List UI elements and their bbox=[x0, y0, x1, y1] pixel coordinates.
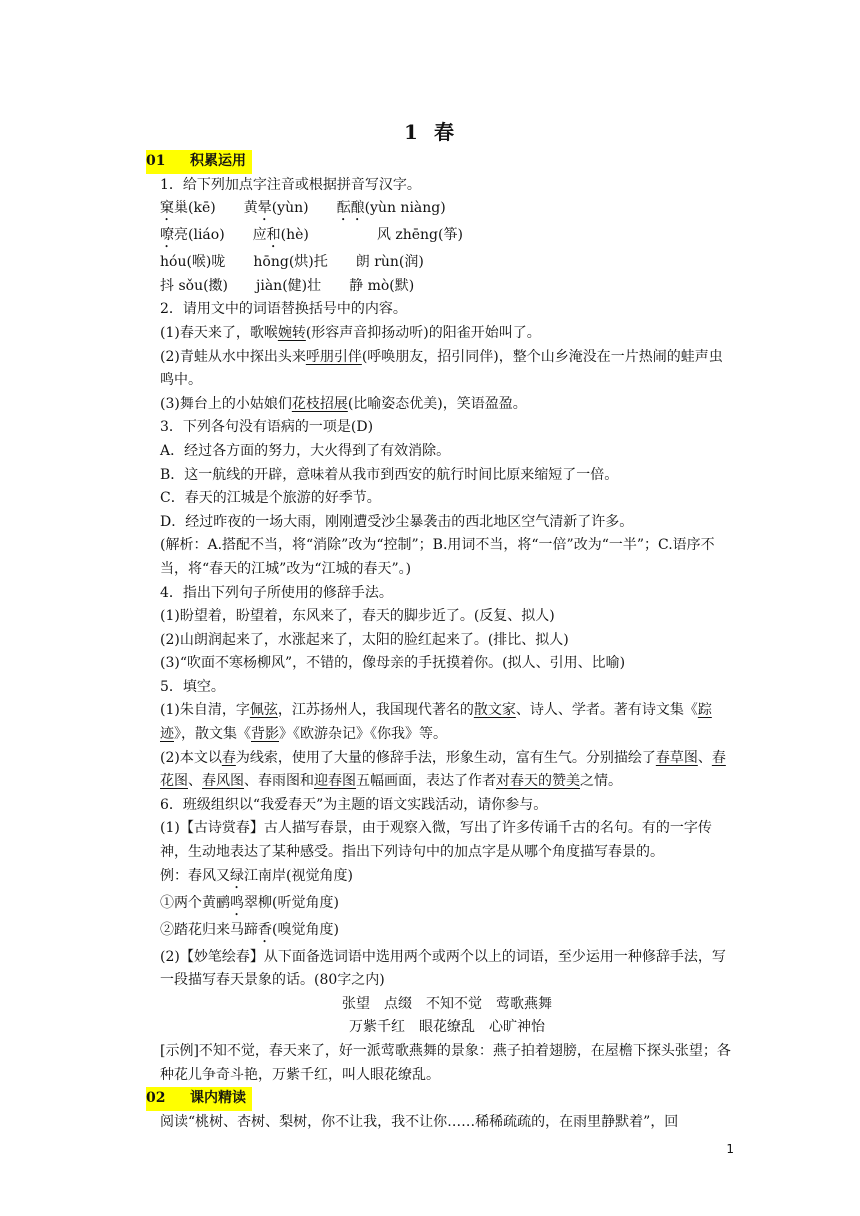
q4-stem: 4．指出下列句子所使用的修辞手法。 bbox=[160, 584, 393, 601]
reading-prompt: 阅读“桃树、杏树、梨树，你不让我，我不让你……稀稀疏疏的，在雨里静默着”，回 bbox=[160, 1113, 679, 1130]
answer-underline: 背影 bbox=[251, 726, 279, 743]
q1-item: 朗 rùn(润) bbox=[355, 254, 424, 271]
q5-a1: (1)朱自清，字佩弦，江苏扬州人，我国现代著名的散文家、诗人、学者。著有诗文集《踪迹》，散文集《背影》《欧游杂记》《你我》等。 bbox=[160, 702, 712, 743]
q3-option-c: C．春天的江城是个旅游的好季节。 bbox=[160, 490, 381, 507]
section-label: 积累运用 bbox=[190, 153, 246, 169]
answer-underline: 婉转 bbox=[277, 324, 306, 341]
q1-item: 嘹亮(liáo) bbox=[160, 227, 225, 244]
q1-item: 酝酿(yùn niàng) bbox=[336, 200, 446, 217]
q3-option-b: B．这一航线的开辟，意味着从我市到西安的航行时间比原来缩短了一倍。 bbox=[160, 466, 619, 483]
q6-words1: 张望 点缀 不知不觉 莺歌燕舞 bbox=[342, 995, 552, 1012]
q1-item: 静 mò(默) bbox=[349, 277, 415, 294]
q6-stem: 6．班级组织以“我爱春天”为主题的语文实践活动，请你参与。 bbox=[160, 796, 548, 813]
q3-option-d: D．经过昨夜的一场大雨，刚刚遭受沙尘暴袭击的西北地区空气清新了许多。 bbox=[160, 513, 634, 530]
q2-a1: (1)春天来了，歌喉婉转(形容声音抑扬动听)的阳雀开始叫了。 bbox=[160, 324, 541, 341]
q5-a2: (2)本文以春为线索，使用了大量的修辞手法，形象生动，富有生气。分别描绘了春草图、春花图、春风图、春雨图和迎春图五幅画面，表达了作者对春天的赞美之情。 bbox=[160, 749, 726, 790]
q6-words2: 万紫千红 眼花缭乱 心旷神怡 bbox=[349, 1019, 545, 1036]
q1-row3 bbox=[160, 251, 734, 275]
q2-a2: (2)青蛙从水中探出头来呼朋引伴(呼唤朋友，招引同伴)，整个山乡淹没在一片热闹的蛙声虫鸣中。 bbox=[160, 348, 723, 389]
q3-option-a: A．经过各方面的努力，大火得到了有效消除。 bbox=[160, 442, 451, 459]
q2-stem: 2．请用文中的词语替换括号中的内容。 bbox=[160, 301, 407, 318]
section-label: 课内精读 bbox=[190, 1090, 246, 1107]
q3-stem: 3．下列各句没有语病的一项是(D) bbox=[160, 419, 374, 436]
title-number: 1 bbox=[404, 120, 420, 144]
q1-row4 bbox=[160, 275, 734, 299]
answer-underline: 散文家 bbox=[473, 702, 516, 719]
q1-stem: 1．给下列加点字注音或根据拼音写汉字。 bbox=[160, 176, 421, 193]
q1-item: hōng(烘)托 bbox=[253, 254, 328, 271]
q6-example: 例：春风又绿江南岸(视觉角度) bbox=[160, 867, 353, 884]
q1-item: hóu(喉)咙 bbox=[160, 254, 226, 271]
q4-a2: (2)山朗润起来了，水涨起来了，太阳的脸红起来了。(排比、拟人) bbox=[160, 631, 569, 648]
document-body bbox=[146, 150, 734, 1134]
answer-underline: 春花图 bbox=[160, 749, 726, 790]
answer-underline: 春 bbox=[221, 749, 236, 766]
q6-p1: (1)【古诗赏春】古人描写春景，由于观察入微，写出了许多传诵千古的名句。有的一字传神，生动地表达了某种感受。指出下列诗句中的加点字是从哪个角度描写春景的。 bbox=[160, 820, 712, 861]
q1-item: 应和(hè) bbox=[252, 227, 309, 244]
answer-underline: 呼朋引伴 bbox=[305, 348, 362, 365]
page-title bbox=[0, 116, 860, 145]
q1-item: 风 zhēng(筝) bbox=[376, 227, 463, 244]
answer-underline: 踪迹 bbox=[160, 702, 712, 743]
q1-item: 黄晕(yùn) bbox=[243, 200, 309, 217]
answer-underline: 迎春图 bbox=[314, 773, 356, 790]
answer-underline: 花枝招展 bbox=[291, 395, 348, 412]
q6-sample: [示例]不知不觉，春天来了，好一派莺歌燕舞的景象：燕子拍着翅膀，在屋檐下探头张望；各种花儿争奇斗艳，万紫千红，叫人眼花缭乱。 bbox=[160, 1043, 731, 1083]
q6-item1: ①两个黄鹂鸣翠柳(听觉角度) bbox=[160, 894, 339, 911]
q1-row2 bbox=[160, 224, 734, 251]
q1-item: 窠巢(kē) bbox=[160, 200, 216, 217]
section-number: 02 bbox=[146, 1090, 166, 1107]
q1-item: jiàn(健)壮 bbox=[256, 277, 322, 294]
q1-item: 抖 sǒu(擞) bbox=[160, 277, 229, 294]
q6-p2: (2)【妙笔绘春】从下面备选词语中选用两个或两个以上的词语，至少运用一种修辞手法，写一段描写春天景象的话。(80字之内) bbox=[160, 948, 726, 989]
q6-item2: ②踏花归来马蹄香(嗅觉角度) bbox=[160, 921, 339, 938]
title-text: 春 bbox=[433, 120, 456, 144]
q5-stem: 5．填空。 bbox=[160, 678, 225, 695]
section-number: 01 bbox=[146, 153, 166, 169]
q4-a3: (3)“吹面不寒杨柳风”，不错的，像母亲的手抚摸着你。(拟人、引用、比喻) bbox=[160, 655, 626, 672]
q4-a1: (1)盼望着，盼望着，东风来了，春天的脚步近了。(反复、拟人) bbox=[160, 608, 555, 625]
section-header-2 bbox=[146, 1087, 734, 1111]
answer-underline: 春草图 bbox=[655, 749, 698, 766]
q1-row1 bbox=[160, 197, 734, 224]
answer-underline: 春风图 bbox=[202, 773, 244, 790]
answer-underline: 佩弦 bbox=[249, 702, 278, 719]
section-header-1 bbox=[146, 150, 734, 174]
answer-underline: 对春天的赞美 bbox=[496, 773, 580, 790]
q2-a3: (3)舞台上的小姑娘们花枝招展(比喻姿态优美)，笑语盈盈。 bbox=[160, 395, 527, 412]
page-number: 1 bbox=[726, 1142, 734, 1156]
q3-analysis: (解析：A.搭配不当，将“消除”改为“控制”；B.用词不当，将“一倍”改为“一半”；C.语序不当，将“春天的江城”改为“江城的春天”。) bbox=[160, 537, 715, 577]
